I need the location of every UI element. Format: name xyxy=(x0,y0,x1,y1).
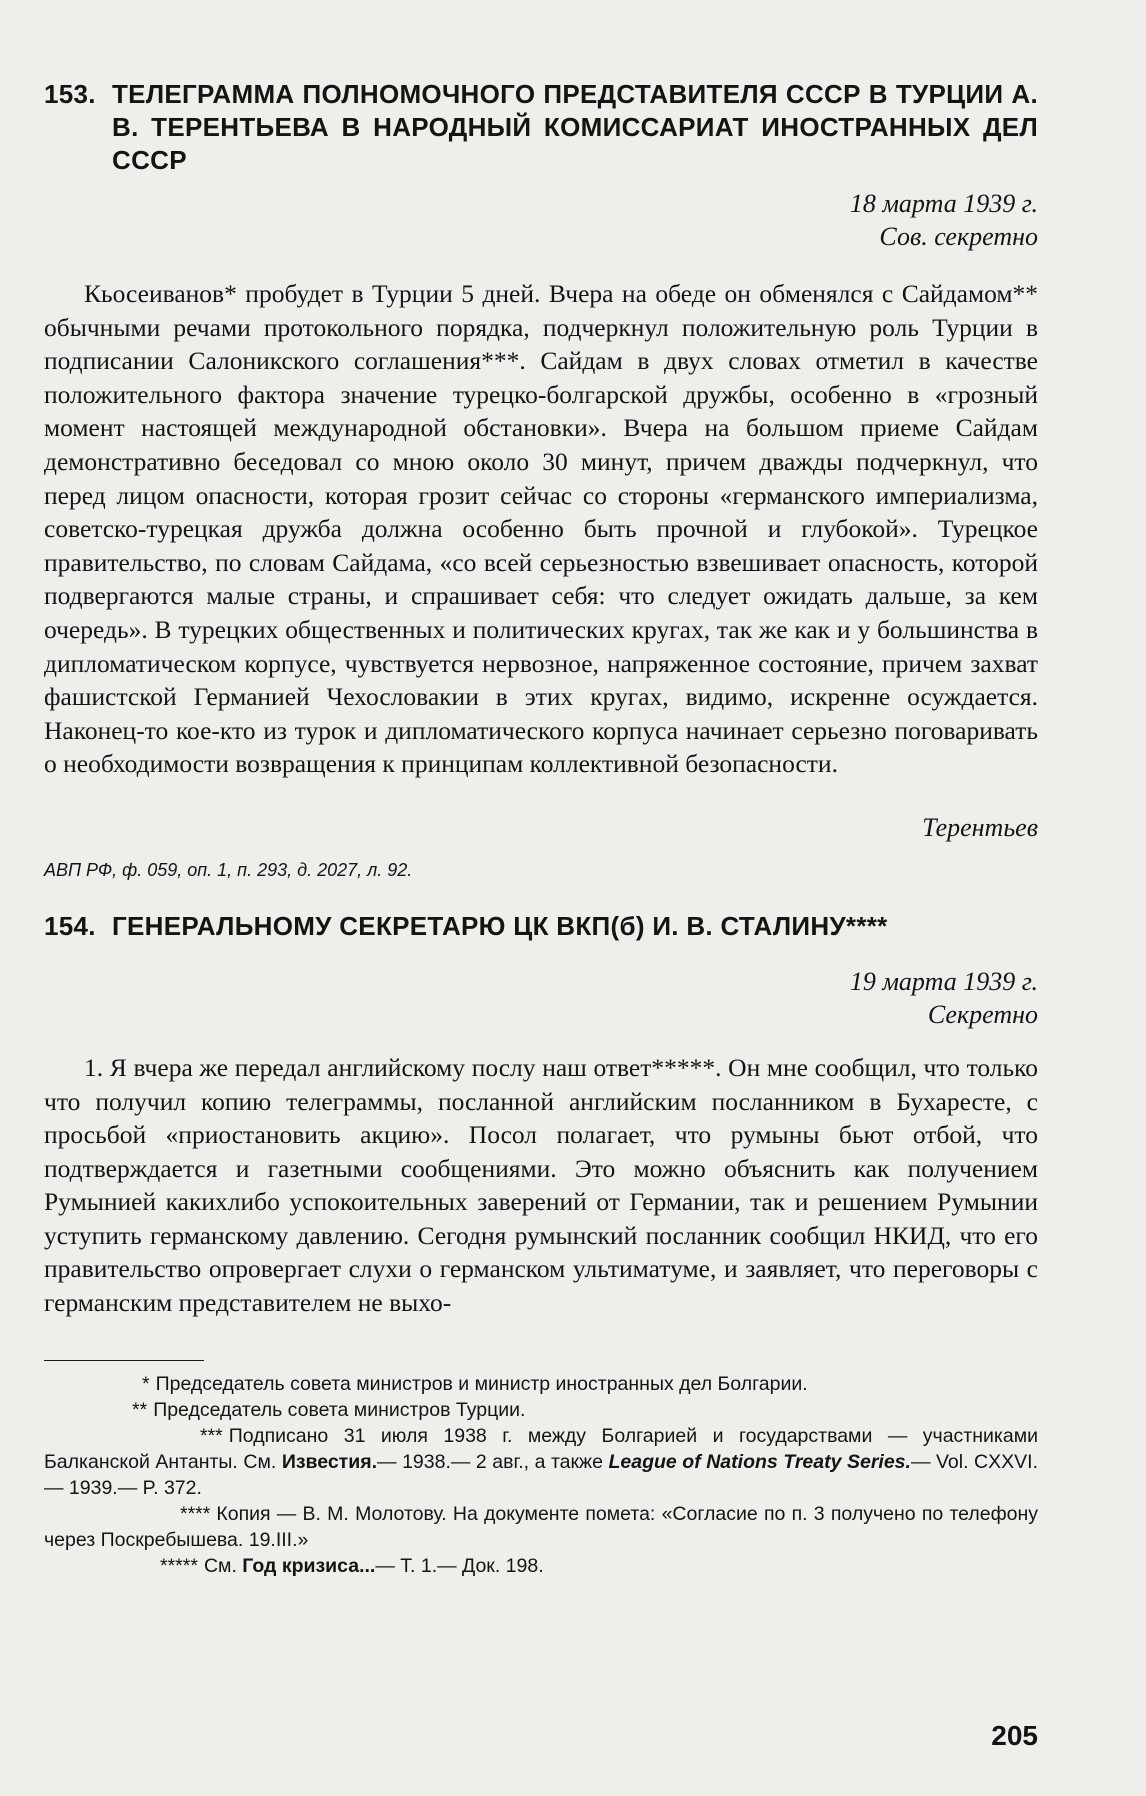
footnote-3-bold: Известия. xyxy=(281,1450,378,1473)
footnote-1-mark: * xyxy=(142,1372,150,1395)
doc153-date: 18 марта 1939 г. xyxy=(849,189,1038,218)
doc154-body: 1. Я вчера же передал английскому послу наш ответ*****. Он мне сообщил, что только что получил копию телеграммы, посланной английским посланником в Бухаресте, с просьбой «приостановить акцию». Посол полагает, что румыны бьют отбой, что подтверждается и газетными сообщениями. Это можно объяснить как получением Румынией какихлибо успокоительных заверений от Германии, так и решением Румынии уступить германскому давлению. Сегодня румынский посланник сообщил НКИД, что его правительство опровергает слухи о германском ультиматуме, и заявляет, что переговоры с германским представителем не выхо- xyxy=(44,1052,1038,1318)
footnote-3-mark: *** xyxy=(200,1424,223,1447)
doc153-title: ТЕЛЕГРАММА ПОЛНОМОЧНОГО ПРЕДСТАВИТЕЛЯ СССР В ТУРЦИИ А. В. ТЕРЕНТЬЕВА В НАРОДНЫЙ КОМИССАРИАТ ИНОСТРАННЫХ ДЕЛ СССР xyxy=(112,79,1038,175)
footnote-5-post: — Т. 1.— Док. 198. xyxy=(375,1554,544,1577)
footnote-5-bold: Год кризиса... xyxy=(242,1554,376,1577)
footnote-4 xyxy=(44,1501,1038,1553)
doc153-signature: Терентьев xyxy=(922,812,1038,842)
footnote-4-mark: **** xyxy=(180,1502,211,1525)
doc154-number: 154. xyxy=(44,910,96,941)
footnote-2-mark: ** xyxy=(132,1398,148,1421)
footnote-3-mid: — 1938.— 2 авг., а также xyxy=(377,1450,609,1473)
doc153-body: Кьосеиванов* пробудет в Турции 5 дней. Вчера на обеде он обменялся с Сайдамом** обычными речами протокольного порядка, подчеркнул положительную роль Турции в подписании Салоникского соглашения***. Сайдам в двух словах отметил в качестве положительного фактора значение турецко-болгарской дружбы, особенно в «грозный момент настоящей международной обстановки». Вчера на большом приеме Сайдам демонстративно беседовал со мною около 30 минут, причем дважды подчеркнул, что перед лицом опасности, которая грозит сейчас со стороны «германского империализма, советско-турецкая дружба должна особенно быть прочной и глубокой». Турецкое правительство, по словам Сайдама, «со всей серьезностью взвешивает опасность, которой подвергаются малые страны, и спрашивает себя: что следует ожидать дальше, за кем очередь». В турецких общественных и политических кругах, так же как и у большинства в дипломатическом корпусе, чувствуется нервозное, напряженное состояние, причем захват фашистской Германией Чехословакии в этих кругах, видимо, искренне осуждается. Наконец-то кое-кто из турок и дипломатического корпуса начинает серьезно поговаривать о необходимости возвращения к принципам коллективной безопасности. xyxy=(44,279,1038,779)
footnote-3-post: — Vol. CXXVI.— 1939.— P. 372. xyxy=(44,1450,1038,1499)
doc154-title: ГЕНЕРАЛЬНОМУ СЕКРЕТАРЮ ЦК ВКП(б) И. В. СТАЛИНУ**** xyxy=(112,910,888,941)
doc153-classification: Сов. секретно xyxy=(879,222,1038,251)
footnote-2 xyxy=(44,1397,1038,1423)
footnote-3-italic: League of Nations Treaty Series. xyxy=(608,1450,911,1473)
doc153-source: АВП РФ, ф. 059, оп. 1, п. 293, д. 2027, л. 92. xyxy=(44,859,413,880)
doc153-number: 153. xyxy=(44,79,96,109)
doc154-heading xyxy=(44,910,1038,943)
footnote-5-pre: См. xyxy=(203,1554,243,1577)
page-number: 205 xyxy=(991,1720,1038,1751)
footnote-4-text: Копия — В. М. Молотову. На документе помета: «Согласие по п. 3 получено по телефону через Поскребышева. 19.III.» xyxy=(44,1502,1038,1551)
doc154-date: 19 марта 1939 г. xyxy=(849,966,1038,996)
footnote-5-mark: ***** xyxy=(160,1554,198,1577)
footnotes xyxy=(44,1371,1038,1579)
footnote-1 xyxy=(44,1371,1038,1397)
footnote-3-pre: Подписано 31 июля 1938 г. между Болгарией и государствами — участниками Балканской Антанты. См. xyxy=(44,1424,1038,1473)
footnote-5 xyxy=(44,1553,1038,1579)
doc154-classification: Секретно xyxy=(927,999,1038,1029)
footnote-3 xyxy=(44,1423,1038,1501)
footnote-1-text: Председатель совета министров и министр иностранных дел Болгарии. xyxy=(155,1372,808,1395)
footnote-2-text: Председатель совета министров Турции. xyxy=(153,1398,526,1421)
doc153-heading xyxy=(44,78,1038,177)
